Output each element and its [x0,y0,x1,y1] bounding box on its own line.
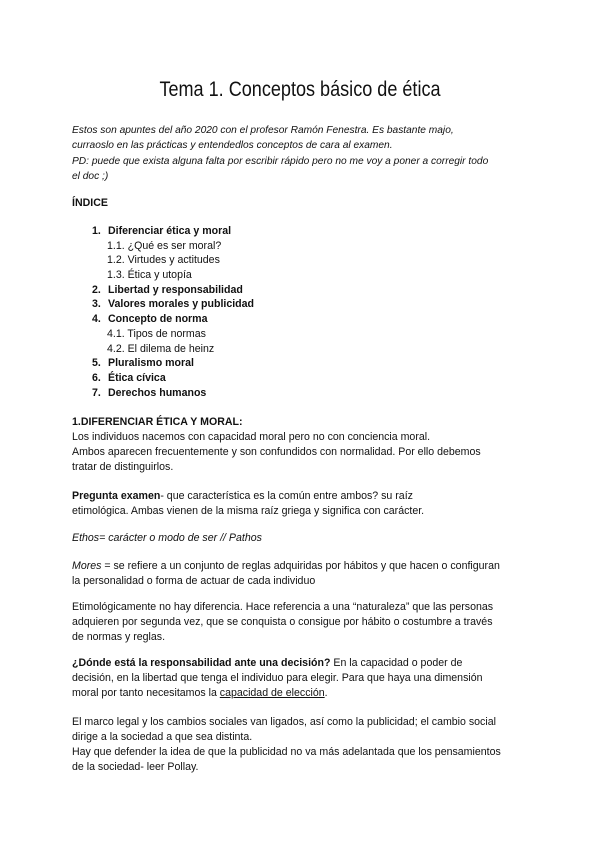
toc-item-number: 3. [92,298,101,311]
toc-item-label: Ética cívica [108,371,166,384]
toc-item [92,297,492,312]
paragraph-ethos: Ethos= carácter o modo de ser // Pathos [72,532,262,544]
toc-item-label: 4.1. Tipos de normas [107,327,206,340]
toc-item-number: 4. [92,313,101,326]
text-line: Etimológicamente no hay diferencia. Hace referencia a una “naturaleza” que las personas [72,601,494,613]
toc-subitem [92,239,492,254]
toc-item-label: Concepto de norma [108,313,208,326]
toc-subitem [92,327,492,342]
text-line: . [324,687,328,699]
toc-item [92,386,492,401]
mores-term: Mores [72,560,102,572]
toc-item-label: Valores morales y publicidad [108,298,255,311]
toc-item-label: 1.2. Virtudes y actitudes [107,254,220,267]
paragraph-responsibility [72,656,542,701]
toc-item-number: 5. [92,357,101,370]
text-line: adquieren por segunda vez, que se conquista o consigue por hábito o costumbre a través [72,616,493,628]
toc-item-label: 1.3. Ética y utopía [107,269,192,282]
text-line: Ambos aparecen frecuentemente y son confundidos con normalidad. Por ello debemos [72,446,481,458]
responsibility-question: ¿Dónde está la responsabilidad ante una decisión? [72,657,331,669]
text-line: En la capacidad o poder de [330,657,463,669]
toc-item [92,224,492,239]
toc-item-number: 7. [92,386,101,399]
toc-item-number: 2. [92,283,101,296]
intro-line: el doc ;) [72,170,109,182]
index-heading: ÍNDICE [72,197,108,209]
toc-item [92,371,492,386]
text-line: Los individuos nacemos con capacidad moral pero no con conciencia moral. [72,431,431,443]
toc-item-label: Libertad y responsabilidad [108,283,243,296]
toc-item-label: Derechos humanos [108,386,207,399]
paragraph-mores [72,559,542,589]
paragraph-exam-question [72,489,542,519]
text-line: dirige a la sociedad a que sea distinta. [72,731,253,743]
paragraph-legal-framework [72,715,542,775]
text-line: = se refiere a un conjunto de reglas adquiridas por hábitos y que hacen o configuran [101,560,500,572]
text-line: de la sociedad- leer Pollay. [72,761,199,773]
toc-item-label: Pluralismo moral [108,357,194,370]
toc-item-number: 6. [92,371,101,384]
paragraph-capacity [72,430,542,475]
toc-item [92,356,492,371]
toc-subitem [92,253,492,268]
section-heading: 1.DIFERENCIAR ÉTICA Y MORAL: [72,416,243,428]
intro-note [72,123,542,184]
text-line: moral por tanto necesitamos la [72,687,220,699]
text-line: etimológica. Ambas vienen de la misma raíz griega y significa con carácter. [72,505,425,517]
intro-line: PD: puede que exista alguna falta por escribir rápido pero no me voy a poner a corregir todo [72,155,489,167]
exam-label: Pregunta examen [72,490,161,502]
toc-subitem [92,342,492,357]
toc-item [92,283,492,298]
text-line: la personalidad o forma de actuar de cada individuo [72,575,316,587]
text-line: - que característica es la común entre ambos? su raíz [160,490,413,502]
text-line: de normas y reglas. [72,631,166,643]
intro-line: curraoslo en las prácticas y entendedlos conceptos de cara al examen. [72,140,393,152]
text-line: El marco legal y los cambios sociales van ligados, así como la publicidad; el cambio social [72,716,496,728]
toc-item [92,312,492,327]
page-title: Tema 1. Conceptos básico de ética [159,78,441,101]
toc-item-label: Diferenciar ética y moral [108,225,232,237]
text-line: tratar de distinguirlos. [72,461,174,473]
toc-subitem [92,268,492,283]
toc-item-label: 4.2. El dilema de heinz [107,342,215,355]
underlined-term: capacidad de elección [219,687,325,699]
toc-item-number: 1. [92,225,101,237]
text-line: Hay que defender la idea de que la publicidad no va más adelantada que los pensamientos [72,746,501,758]
text-line: decisión, en la libertad que tenga el individuo para elegir. Para que haya una dimensión [72,672,483,684]
table-of-contents [92,224,492,400]
paragraph-etymology [72,600,542,645]
toc-item-label: 1.1. ¿Qué es ser moral? [107,239,222,252]
intro-line: Estos son apuntes del año 2020 con el profesor Ramón Fenestra. Es bastante majo, [72,125,454,136]
